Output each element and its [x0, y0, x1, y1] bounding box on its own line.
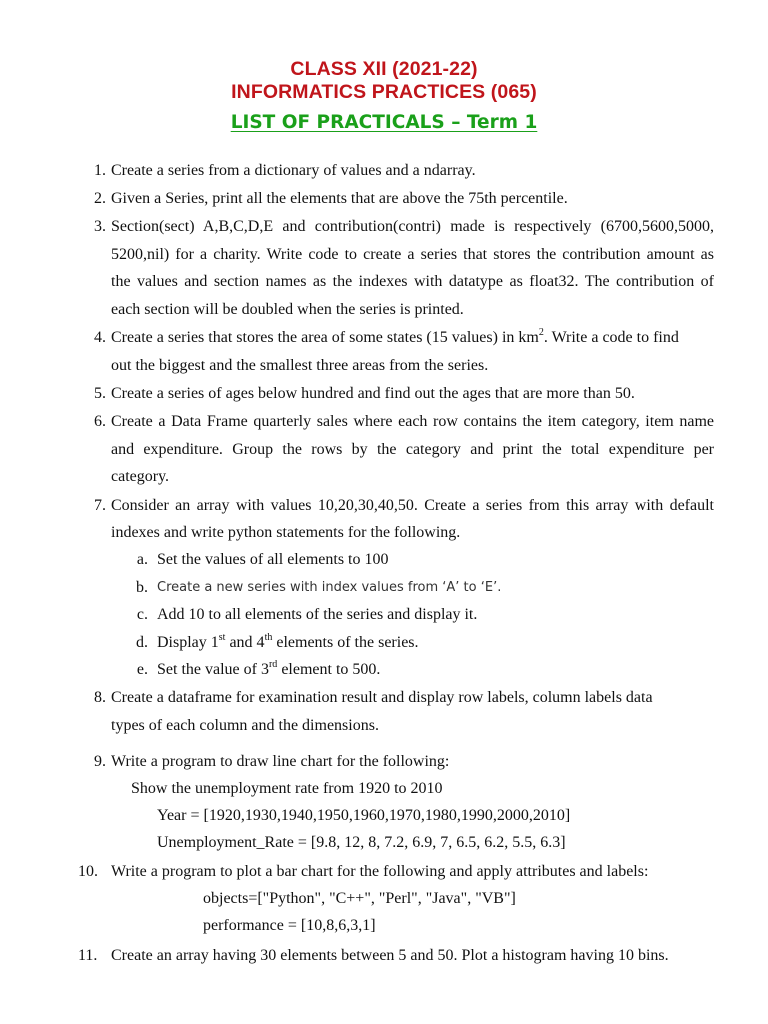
item-text: Create a series that stores the area of some states (15 values) in $km^2$. Write a code to find	[111, 326, 679, 346]
item-text: Write a program to draw line chart for the following:	[111, 753, 450, 770]
sub-item-letter: e.	[136, 661, 148, 678]
sub-item-text: Set the value of 3rd element to 500.	[157, 658, 381, 678]
item-text: indexes and write python statements for the following.	[111, 524, 461, 541]
subject-heading: INFORMATICS PRACTICES (065)	[231, 81, 537, 103]
item-text: 5200,nil) for a charity. Write code to create a series that stores the contribution amount as	[111, 246, 714, 263]
item-text: Create a series from a dictionary of values and a ndarray.	[111, 162, 476, 179]
item-number: 7.	[94, 497, 106, 514]
class-heading: CLASS XII (2021-22)	[290, 58, 478, 80]
practicals-subtitle: LIST OF PRACTICALS – Term 1	[230, 112, 538, 133]
sub-item-letter: c.	[136, 606, 148, 623]
sub-item-text: Create a new series with index values from ‘A’ to ‘E’.	[157, 580, 502, 595]
item-number: 2.	[94, 190, 106, 207]
item-text: out the biggest and the smallest three areas from the series.	[111, 357, 489, 374]
item-text: Create a dataframe for examination result and display row labels, column labels data	[111, 689, 653, 706]
code-line: objects=["Python", "C++", "Perl", "Java", "VB"]	[203, 890, 516, 907]
item-text: each section will be doubled when the series is printed.	[111, 301, 464, 318]
code-line: Unemployment_Rate = [9.8, 12, 8, 7.2, 6.9, 7, 6.5, 6.2, 5.5, 6.3]	[157, 834, 566, 851]
sub-item-text: Display 1st and 4th elements of the series.	[157, 631, 419, 651]
item-text: category.	[111, 468, 170, 485]
code-line: Year = [1920,1930,1940,1950,1960,1970,1980,1990,2000,2010]	[157, 807, 571, 824]
item-text: Create an array having 30 elements between 5 and 50. Plot a histogram having 10 bins.	[111, 947, 669, 964]
item-text: Consider an array with values 10,20,30,40,50. Create a series from this array with default	[111, 497, 714, 514]
item-text: Write a program to plot a bar chart for the following and apply attributes and labels:	[111, 863, 649, 880]
item-number: 1.	[94, 162, 106, 179]
item-text: types of each column and the dimensions.	[111, 717, 379, 734]
item-number: 10.	[78, 863, 98, 880]
sub-item-text: Add 10 to all elements of the series and display it.	[157, 606, 478, 623]
item-text: Section(sect) A,B,C,D,E and contribution(contri) made is respectively (6700,5600,5000,	[111, 218, 714, 235]
item-text: Create a series of ages below hundred and find out the ages that are more than 50.	[111, 385, 635, 402]
item-text: and expenditure. Group the rows by the category and print the total expenditure per	[111, 441, 714, 458]
sub-item-letter: b.	[136, 579, 148, 596]
item-text: Show the unemployment rate from 1920 to 2010	[131, 780, 443, 797]
sub-item-letter: a.	[136, 551, 148, 568]
item-number: 6.	[94, 413, 106, 430]
item-text: the values and section names as the indexes with datatype as float32. The contribution of	[111, 273, 714, 290]
item-number: 11.	[78, 947, 98, 964]
code-line: performance = [10,8,6,3,1]	[203, 917, 376, 934]
item-number: 8.	[94, 689, 106, 706]
item-number: 5.	[94, 385, 106, 402]
item-text: Create a Data Frame quarterly sales where each row contains the item category, item name	[111, 413, 714, 430]
sub-item-text: Set the values of all elements to 100	[157, 551, 389, 568]
sub-item-letter: d.	[136, 634, 148, 651]
item-text: Given a Series, print all the elements that are above the 75th percentile.	[111, 190, 568, 207]
item-number: 9.	[94, 753, 106, 770]
item-number: 3.	[94, 218, 106, 235]
item-number: 4.	[94, 329, 106, 346]
